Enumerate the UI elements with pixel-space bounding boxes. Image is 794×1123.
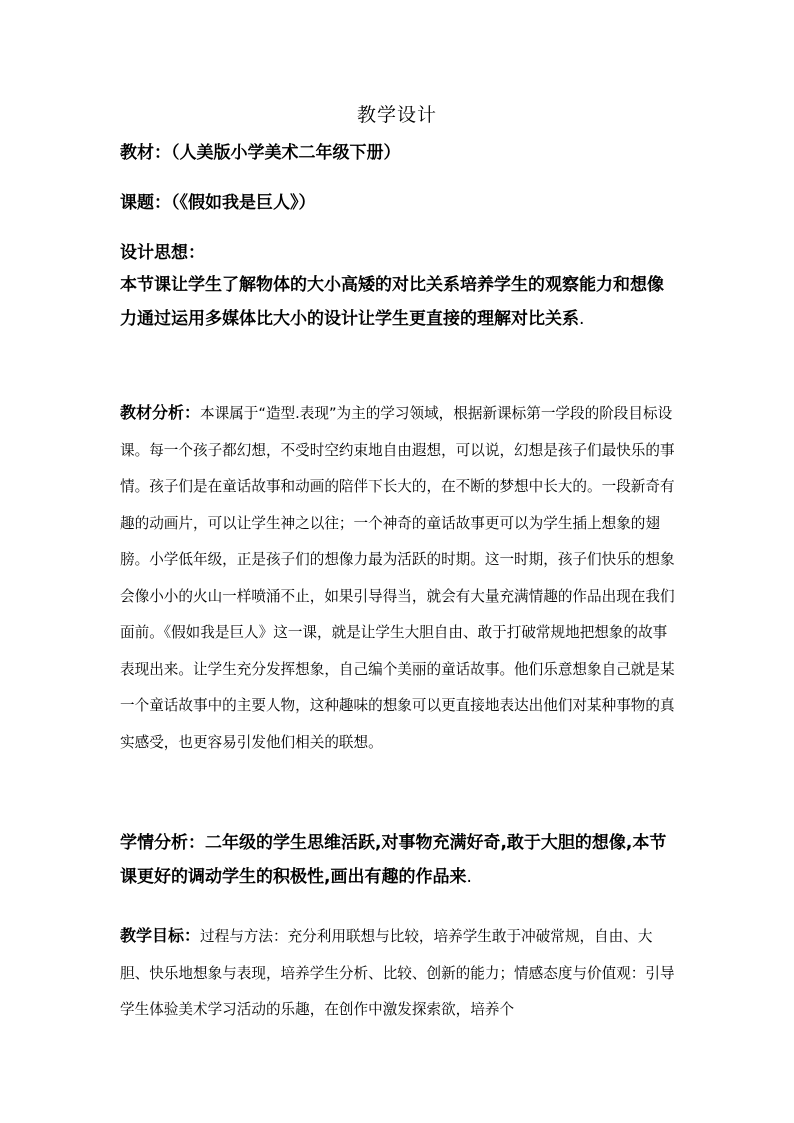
analysis-text: 本课属于“造型.表现”为主的学习领域，根据新课标第一学段的阶段目标设课。每一个孩子都幻想，不受时空约束地自由遐想，可以说，幻想是孩子们最快乐的事情。孩子们是在童话故事和动画的陪伴下长大的，在不断的梦想中长大的。一段新奇有趣的动画片，可以让学生神之以往；一个神奇的童话故事更可以为学生插上想象的翅膀。小学低年级，正是孩子们的想像力最为活跃的时期。这一时期，孩子们快乐的想象会像小小的火山一样喷涌不止，如果引导得当，就会有大量充满情趣的作品出现在我们面前。《假如我是巨人》这一课，就是让学生大胆自由、敢于打破常规地把想象的故事表现出来。让学生充分发挥想象，自己编个美丽的童话故事。他们乐意想象自己就是某一个童话故事中的主要人物，这种趣味的想象可以更直接地表达出他们对某种事物的真实感受，也更容易引发他们相关的联想。 (120, 405, 675, 751)
goal-label: 教学目标： (120, 926, 201, 945)
student-text: 二年级的学生思维活跃,对事物充满好奇,敢于大胆的想像,本节课更好的调动学生的积极性,画出有趣的作品来 (120, 833, 667, 887)
analysis-paragraph (120, 395, 680, 761)
document-title: 教学设计 (356, 104, 437, 126)
design-heading: 设计思想： (120, 243, 205, 263)
student-paragraph (120, 826, 680, 894)
goal-text: 过程与方法：充分利用联想与比较，培养学生敢于冲破常规，自由、大胆、快乐地想象与表现，培养学生分析、比较、创新的能力；情感态度与价值观：引导学生体验美术学习活动的乐趣，在创作中激发探索欲，培养个 (120, 928, 675, 1018)
design-end: . (579, 309, 585, 329)
textbook-line (120, 138, 401, 163)
goal-paragraph (120, 918, 680, 1029)
textbook-value: （人美版小学美术二年级下册） (171, 143, 401, 163)
design-paragraph (120, 268, 680, 336)
topic-value: （《假如我是巨人》） (171, 193, 316, 213)
student-label: 学情分析： (120, 833, 205, 853)
topic-label: 课题： (120, 193, 171, 213)
analysis-label: 教材分析： (120, 403, 201, 422)
student-end: . (466, 867, 472, 887)
design-text: 本节课让学生了解物体的大小高矮的对比关系培养学生的观察能力和想像力通过运用多媒体比大小的设计让学生更直接的理解对比关系 (120, 275, 664, 329)
topic-line (120, 188, 316, 213)
textbook-label: 教材： (120, 143, 171, 163)
